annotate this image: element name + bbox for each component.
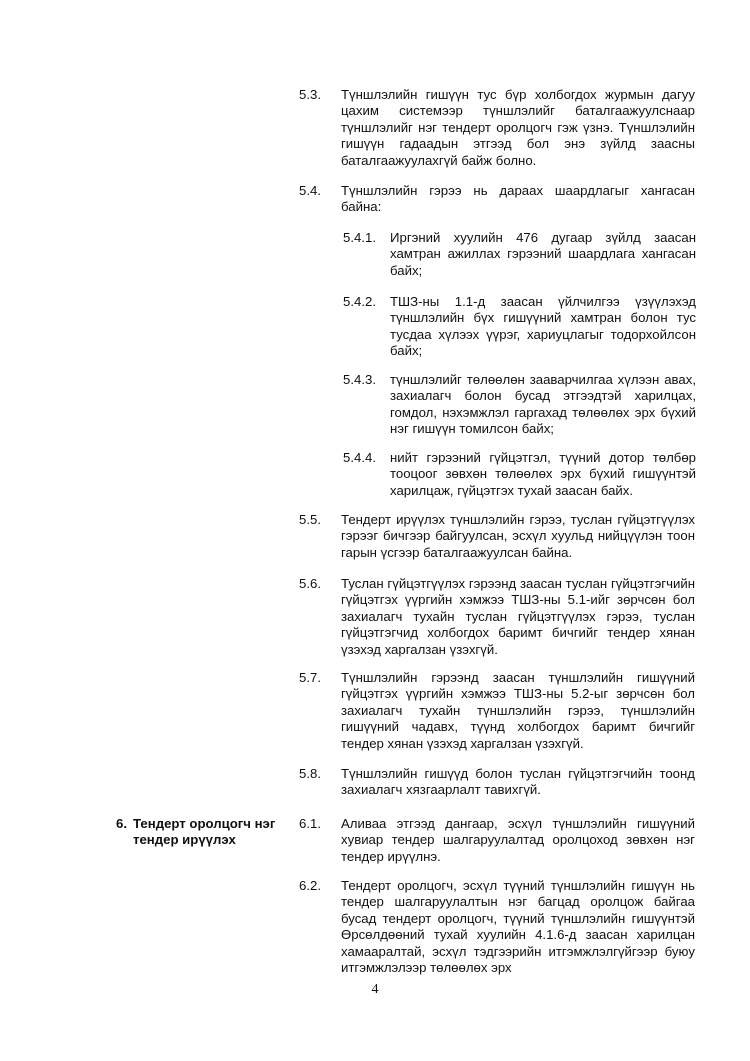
clause-text: Туслан гүйцэтгүүлэх гэрээнд заасан туслан гүйцэтгэгчийн гүйцэтгэх үүргийн хэмжээ ТШЗ-ны 5.1-ийг зөрчсөн бол захиалагч тухайн туслан гүйцэтгүүлэх гэрээ, туслан гүйцэтгэгчид холбогдох баримт бичгийг тендер хянан үзэхэд харгалзан үзэхгүй. <box>341 576 695 657</box>
page-number: 4 <box>371 982 379 997</box>
clause-text: Аливаа этгээд дангаар, эсхүл түншлэлийн гишүүний хувиар тендер шалгаруулалтад оролцоход зөвхөн нэг тендер ирүүлнэ. <box>341 816 695 864</box>
clause-text: ТШЗ-ны 1.1-д заасан үйлчилгээ үзүүлэхэд түншлэлийн бүх гишүүний хамтран болон тус тусдаа хүлээх үүрэг, хариуцлагыг тодорхойлсон байх; <box>390 294 696 359</box>
clause-text: Түншлэлийн гэрээнд заасан түншлэлийн гишүүний гүйцэтгэх үүргийн хэмжээ ТШЗ-ны 5.2-ыг зөрчсөн бол захиалагч тухайн түншлэлийн гэрээ, түншлэлийн гишүүний чадавх, түүнд холбогдох баримт бичгийг тендер хянан үзэхэд харгалзан үзэхгүй. <box>341 670 695 751</box>
clause-text: Түншлэлийн гишүүд болон туслан гүйцэтгэгчийн тоонд захиалагч хязгаарлалт тавихгүй. <box>341 766 695 798</box>
clause-number: 6.2. <box>299 878 321 893</box>
section-title: Тендерт оролцогч нэг тендер ирүүлэх <box>133 816 276 848</box>
clause-text: түншлэлийг төлөөлөн зааварчилгаа хүлээн авах, захиалагч болон бусад этгээдтэй харилцах, гомдол, нэхэмжлэл гаргахад төлөөлөх эрх бүхий нэг гишүүн томилсон байх; <box>390 372 696 437</box>
clause-number: 5.7. <box>299 670 321 685</box>
clause-number: 5.4. <box>299 183 321 198</box>
clause-text: нийт гэрээний гүйцэтгэл, түүний дотор төлбөр тооцоог зөвхөн төлөөлөх эрх бүхий гишүүнтэй харилцаж, гүйцэтгэх тухай заасан байх. <box>390 450 696 498</box>
clause-text: Тендерт оролцогч, эсхүл түүний түншлэлийн гишүүн нь тендер шалгаруулалтын нэг багцад оролцож байгаа бусад тендерт оролцогч, түүний түншлэлийн гишүүнтэй Өрсөлдөөний тухай хуулийн 4.1.6-д заасан харилцан хамааралтай, эсхүл тэдгээрийн итгэмжлэлгүйгээр буюу итгэмжлэлээр төлөөлөх эрх <box>341 878 695 976</box>
section-number: 6. <box>116 816 127 831</box>
clause-number: 5.4.2. <box>343 294 376 309</box>
clause-number: 5.4.4. <box>343 450 376 465</box>
clause-number: 5.3. <box>299 87 321 102</box>
clause-number: 5.5. <box>299 512 321 527</box>
clause-number: 6.1. <box>299 816 321 831</box>
clause-number: 5.4.3. <box>343 372 376 387</box>
clause-text: Түншлэлийн гэрээ нь дараах шаардлагыг хангасан байна: <box>341 183 695 215</box>
clause-text: Түншлэлийн гишүүн тус бүр холбогдох журмын дагуу цахим системээр түншлэлийг баталгаажуулснаар түншлэлийг нэг тендерт оролцогч гэж үзнэ. Түншлэлийн гишүүн гадаадын этгээд бол энэ зүйлд заасны баталгаажуулахгүй байж болно. <box>341 87 695 168</box>
clause-text: Тендерт ирүүлэх түншлэлийн гэрээ, туслан гүйцэтгүүлэх гэрээг бичгээр байгуулсан, эсхүл хуульд нийцүүлэн тоон гарын үсгээр баталгаажуулсан байна. <box>341 512 695 560</box>
clause-number: 5.6. <box>299 576 321 591</box>
clause-text: Иргэний хуулийн 476 дугаар зүйлд заасан хамтран ажиллах гэрээний шаардлага хангасан байх; <box>390 230 696 278</box>
clause-number: 5.4.1. <box>343 230 376 245</box>
clause-number: 5.8. <box>299 766 321 781</box>
